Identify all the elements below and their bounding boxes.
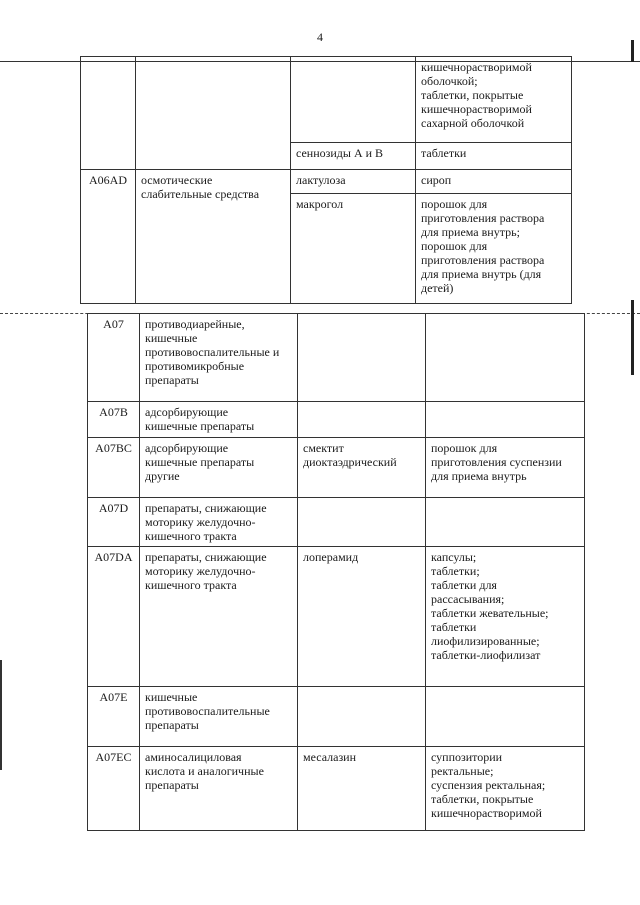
drug-name-cell: сеннозиды А и В xyxy=(291,143,416,170)
group-name-cell: кишечные противовоспалительные препараты xyxy=(140,687,298,747)
table-row xyxy=(88,314,585,402)
atc-code-cell: A07EC xyxy=(88,747,140,831)
atc-code-cell: A07B xyxy=(88,402,140,438)
table-row xyxy=(81,170,572,194)
table-row xyxy=(88,402,585,438)
drug-name-cell: месалазин xyxy=(298,747,426,831)
drug-name-cell xyxy=(298,402,426,438)
drug-name-cell xyxy=(298,314,426,402)
atc-code-cell: A07BC xyxy=(88,438,140,498)
atc-code-cell: A07 xyxy=(88,314,140,402)
atc-code-cell: A07DA xyxy=(88,547,140,687)
drug-name-cell: смектит диоктаэдрический xyxy=(298,438,426,498)
dosage-form-cell xyxy=(426,687,585,747)
dosage-form-cell: сироп xyxy=(416,170,572,194)
group-name-cell xyxy=(136,57,291,170)
drug-name-cell: лоперамид xyxy=(298,547,426,687)
table-row xyxy=(81,57,572,143)
dosage-form-cell xyxy=(426,314,585,402)
dosage-form-cell: суппозитории ректальные; суспензия ректальная; таблетки, покрытые кишечнорастворимой xyxy=(426,747,585,831)
dosage-form-cell: порошок для приготовления раствора для приема внутрь; порошок для приготовления раствора для приема внутрь (для детей) xyxy=(416,194,572,304)
page-number: 4 xyxy=(317,30,323,44)
table-row xyxy=(88,498,585,547)
group-name-cell: препараты, снижающие моторику желудочно- кишечного тракта xyxy=(140,547,298,687)
scan-edge-mark-middle xyxy=(631,300,634,375)
dosage-form-cell: порошок для приготовления суспензии для приема внутрь xyxy=(426,438,585,498)
table-row xyxy=(88,747,585,831)
drug-name-cell: лактулоза xyxy=(291,170,416,194)
dosage-form-cell: таблетки xyxy=(416,143,572,170)
drug-table-block-1 xyxy=(80,56,572,304)
group-name-cell: противодиарейные, кишечные противовоспалительные и противомикробные препараты xyxy=(140,314,298,402)
atc-code-cell: A06AD xyxy=(81,170,136,304)
scan-left-margin-mark xyxy=(0,660,2,770)
drug-name-cell xyxy=(298,687,426,747)
drug-name-cell xyxy=(298,498,426,547)
atc-code-cell: A07D xyxy=(88,498,140,547)
drug-table-block-2 xyxy=(87,313,585,831)
table-row xyxy=(88,438,585,498)
dosage-form-cell xyxy=(426,498,585,547)
table-row xyxy=(88,547,585,687)
dosage-form-cell xyxy=(426,402,585,438)
group-name-cell: адсорбирующие кишечные препараты другие xyxy=(140,438,298,498)
atc-code-cell xyxy=(81,57,136,170)
group-name-cell: адсорбирующие кишечные препараты xyxy=(140,402,298,438)
group-name-cell: осмотические слабительные средства xyxy=(136,170,291,304)
atc-code-cell: A07E xyxy=(88,687,140,747)
dosage-form-cell: кишечнорастворимой оболочкой; таблетки, покрытые кишечнорастворимой сахарной оболочкой xyxy=(416,57,572,143)
dosage-form-cell: капсулы; таблетки; таблетки для рассасывания; таблетки жевательные; таблетки лиофилизированные; таблетки-лиофилизат xyxy=(426,547,585,687)
scan-edge-mark-top xyxy=(631,40,634,62)
group-name-cell: аминосалициловая кислота и аналогичные препараты xyxy=(140,747,298,831)
drug-name-cell: макрогол xyxy=(291,194,416,304)
table-row xyxy=(88,687,585,747)
group-name-cell: препараты, снижающие моторику желудочно- кишечного тракта xyxy=(140,498,298,547)
drug-name-cell xyxy=(291,57,416,143)
